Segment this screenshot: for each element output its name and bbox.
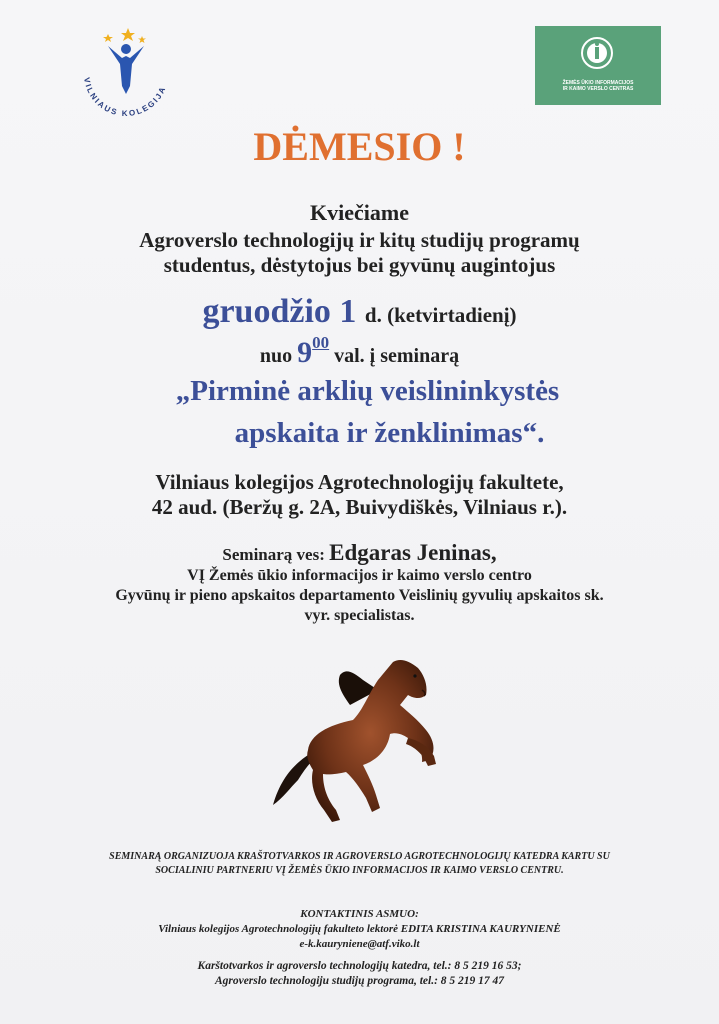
contact-person: Vilniaus kolegijos Agrotechnologijų fakulteto lektorė EDITA KRISTINA KAURYNIENĖ [158, 923, 561, 935]
lecturer-line-2: VĮ Žemės ūkio informacijos ir kaimo verslo centro [187, 567, 532, 584]
contact-heading: KONTAKTINIS ASMUO: [300, 908, 419, 920]
time-suffix: val. į seminarą [334, 345, 460, 367]
date-suffix: d. (ketvirtadienį) [364, 303, 517, 327]
contact-email[interactable]: e-k.kauryniene@atf.viko.lt [299, 938, 420, 950]
invite-line-1: Kviečiame [310, 200, 409, 225]
logo-left-text: VILNIAUS KOLEGIJA [82, 76, 168, 119]
lecturer-line-3: Gyvūnų ir pieno apskaitos departamento Veislinių gyvulių apskaitos sk. [115, 587, 604, 604]
lecturer-line-4: vyr. specialistas. [304, 607, 415, 624]
logo-right-line2: IR KAIMO VERSLO CENTRAS [562, 86, 634, 92]
lecturer-prefix: Seminarą ves: [222, 545, 325, 564]
lecturer-line-1 [0, 540, 719, 566]
time-hour: 9 [297, 336, 313, 369]
logo-right-line1: ŽEMĖS ŪKIO INFORMACIJOS [562, 80, 634, 86]
invite-line-3: studentus, dėstytojus bei gyvūnų augintojus [163, 253, 556, 277]
date-day: 1 [339, 293, 357, 330]
location-line-1: Vilniaus kolegijos Agrotechnologijų fakultete, [155, 470, 564, 494]
zukvc-emblem-icon [580, 36, 614, 70]
rearing-horse-image [268, 650, 443, 830]
seminar-title-line-2: apskaita ir ženklinimas“. [234, 417, 545, 449]
organizer-line-1: SEMINARĄ ORGANIZUOJA KRAŠTOTVARKOS IR AGROVERSLO AGROTECHNOLOGIJŲ KATEDRA KARTU SU [109, 851, 610, 862]
invite-line-2: Agroverslo technologijų ir kitų studijų programų [139, 228, 580, 252]
date-month: gruodžio [202, 293, 331, 330]
vilniaus-kolegija-logo [70, 22, 180, 132]
lecturer-name: Edgaras Jeninas, [329, 540, 497, 565]
event-time [0, 333, 719, 370]
seminar-title-line-1: „Pirminė arklių veislininkystės [175, 375, 560, 407]
organizer-line-2: SOCIALINIU PARTNERIU VĮ ŽEMĖS ŪKIO INFORMACIJOS IR KAIMO VERSLO CENTRU. [155, 865, 564, 876]
location-line-2: 42 aud. (Beržų g. 2A, Buivydiškės, Vilniaus r.). [151, 495, 568, 519]
zukvc-logo [535, 26, 661, 105]
time-prefix: nuo [259, 345, 293, 367]
page-title: DĖMESIO ! [253, 124, 466, 169]
time-minutes: 00 [312, 333, 330, 352]
contact-phone-2: Agroverslo technologiju studijų programa, tel.: 8 5 219 17 47 [214, 975, 505, 987]
event-date [0, 293, 719, 331]
contact-phone-1: Karštotvarkos ir agroverslo technologijų katedra, tel.: 8 5 219 16 53; [197, 960, 522, 972]
